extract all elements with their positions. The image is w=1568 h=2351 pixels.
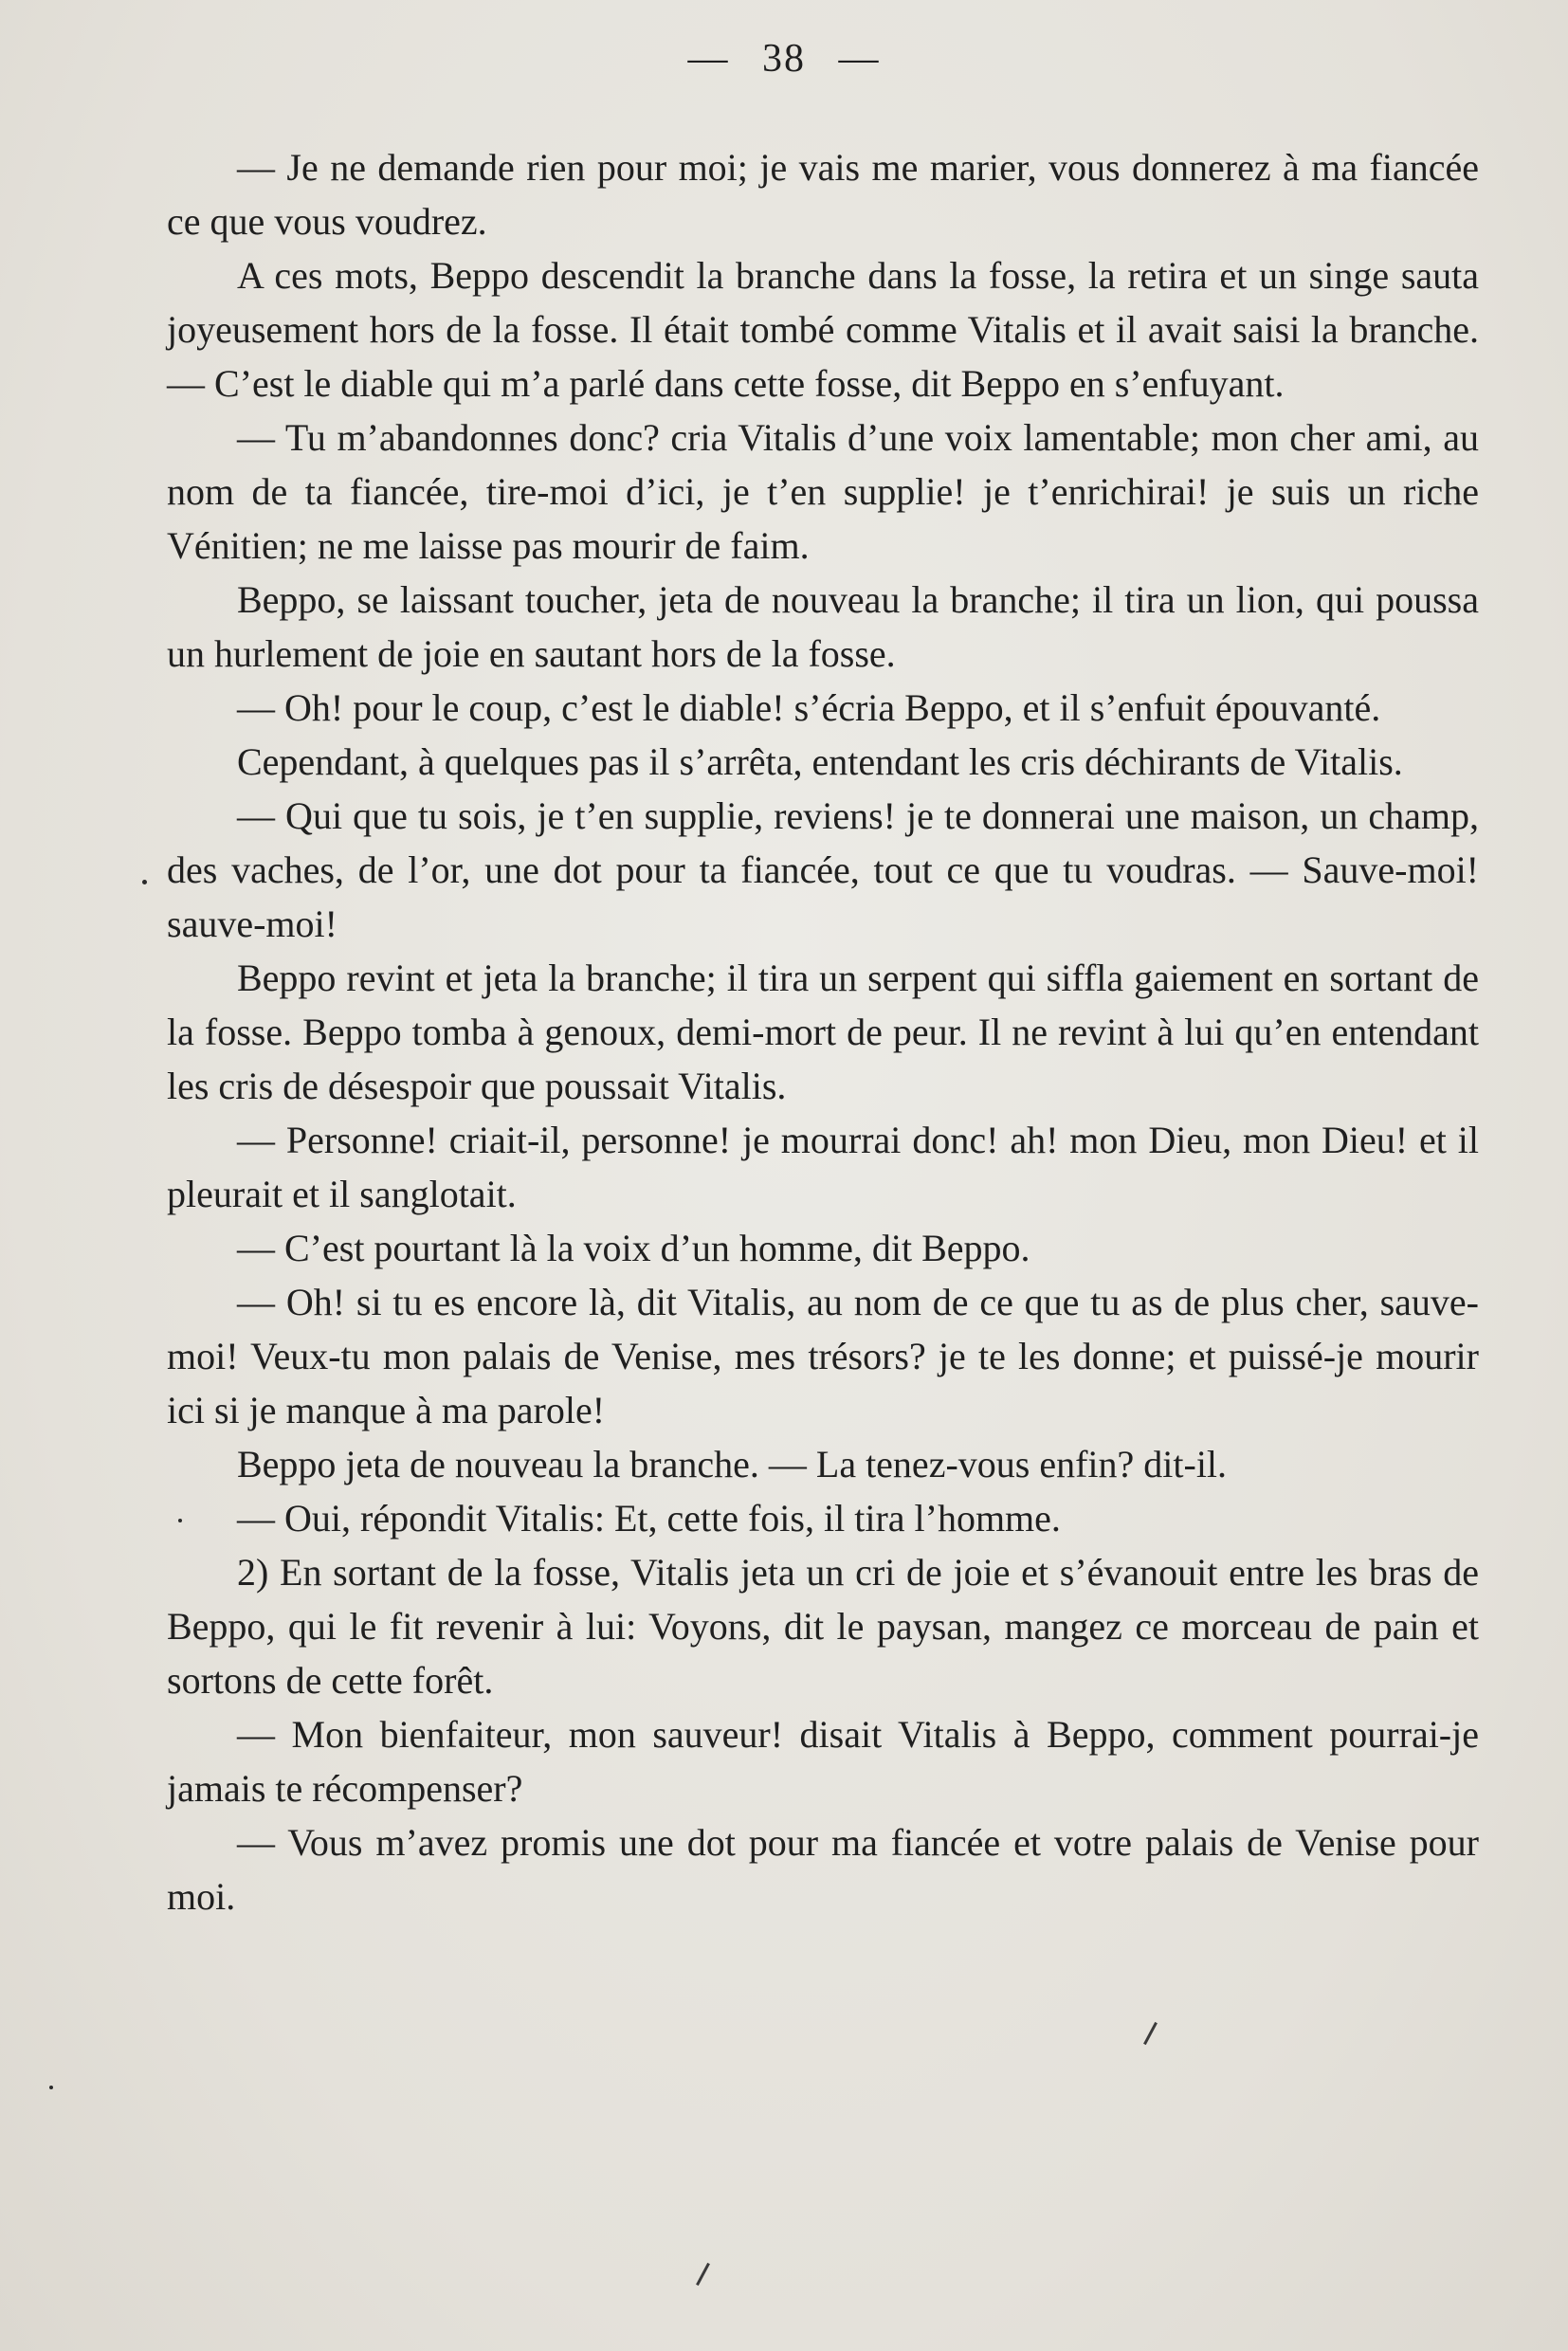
paragraph: — Je ne demande rien pour moi; je vais me marier, vous donnerez à ma fiancée ce que vous voudrez. bbox=[167, 146, 1479, 243]
ink-speck bbox=[49, 2086, 53, 2089]
page-number: — 38 — bbox=[687, 37, 881, 81]
paragraph: — Oui, répondit Vitalis: Et, cette fois, il tira l’homme. bbox=[237, 1497, 1061, 1540]
paragraph: Cependant, à quelques pas il s’arrêta, entendant les cris déchirants de Vitalis. bbox=[237, 740, 1403, 783]
pencil-mark bbox=[1143, 2022, 1158, 2045]
ink-speck bbox=[178, 1519, 182, 1522]
paragraph: 2) En sortant de la fosse, Vitalis jeta un cri de joie et s’évanouit entre les bras de Beppo, qui le fit revenir à lui: Voyons, dit le paysan, mangez ce morceau de pain et sortons de cette forêt. bbox=[167, 1551, 1479, 1702]
paragraph: Beppo jeta de nouveau la branche. — La tenez-vous enfin? dit-il. bbox=[237, 1443, 1228, 1485]
paragraph: — Personne! criait-il, personne! je mourrai donc! ah! mon Dieu, mon Dieu! et il pleurait et il sanglotait. bbox=[167, 1119, 1479, 1215]
paragraph: — Tu m’abandonnes donc? cria Vitalis d’une voix lamentable; mon cher ami, au nom de ta fiancée, tire-moi d’ici, je t’en supplie! je t’enrichirai! je suis un riche Vénitien; ne me laisse pas mourir de faim. bbox=[167, 416, 1479, 567]
paragraph: Beppo revint et jeta la branche; il tira un serpent qui siffla gaiement en sortant de la fosse. Beppo tomba à genoux, demi-mort de peur. Il ne revint à lui qu’en entendant les cris de désespoir que poussait Vitalis. bbox=[167, 957, 1479, 1107]
paragraph: — Vous m’avez promis une dot pour ma fiancée et votre palais de Venise pour moi. bbox=[167, 1821, 1479, 1918]
paragraph: — C’est pourtant là la voix d’un homme, dit Beppo. bbox=[237, 1227, 1030, 1269]
paragraph: — Oh! si tu es encore là, dit Vitalis, au nom de ce que tu as de plus cher, sauve-moi! Veux-tu mon palais de Venise, mes trésors? je te les donne; et puissé-je mourir ici si je manque à ma parole! bbox=[167, 1281, 1479, 1431]
pencil-mark bbox=[696, 2263, 710, 2286]
paragraph: — Mon bienfaiteur, mon sauveur! disait Vitalis à Beppo, comment pourrai-je jamais te récompenser? bbox=[167, 1713, 1479, 1810]
paragraph: A ces mots, Beppo descendit la branche dans la fosse, la retira et un singe sauta joyeusement hors de la fosse. Il était tombé comme Vitalis et il avait saisi la branche. — C’est le diable qui m’a parlé dans cette fosse, dit Beppo en s’enfuyant. bbox=[167, 254, 1479, 405]
paragraph: — Oh! pour le coup, c’est le diable! s’écria Beppo, et il s’enfuit épouvanté. bbox=[237, 686, 1381, 729]
page-body-text bbox=[167, 140, 1479, 1923]
paragraph: Beppo, se laissant toucher, jeta de nouveau la branche; il tira un lion, qui poussa un hurlement de joie en sautant hors de la fosse. bbox=[167, 578, 1479, 675]
paragraph: — Qui que tu sois, je t’en supplie, reviens! je te donnerai une maison, un champ, des vaches, de l’or, une dot pour ta fiancée, tout ce que tu voudras. — Sauve-moi! sauve-moi! bbox=[167, 794, 1479, 945]
ink-speck bbox=[142, 880, 147, 884]
